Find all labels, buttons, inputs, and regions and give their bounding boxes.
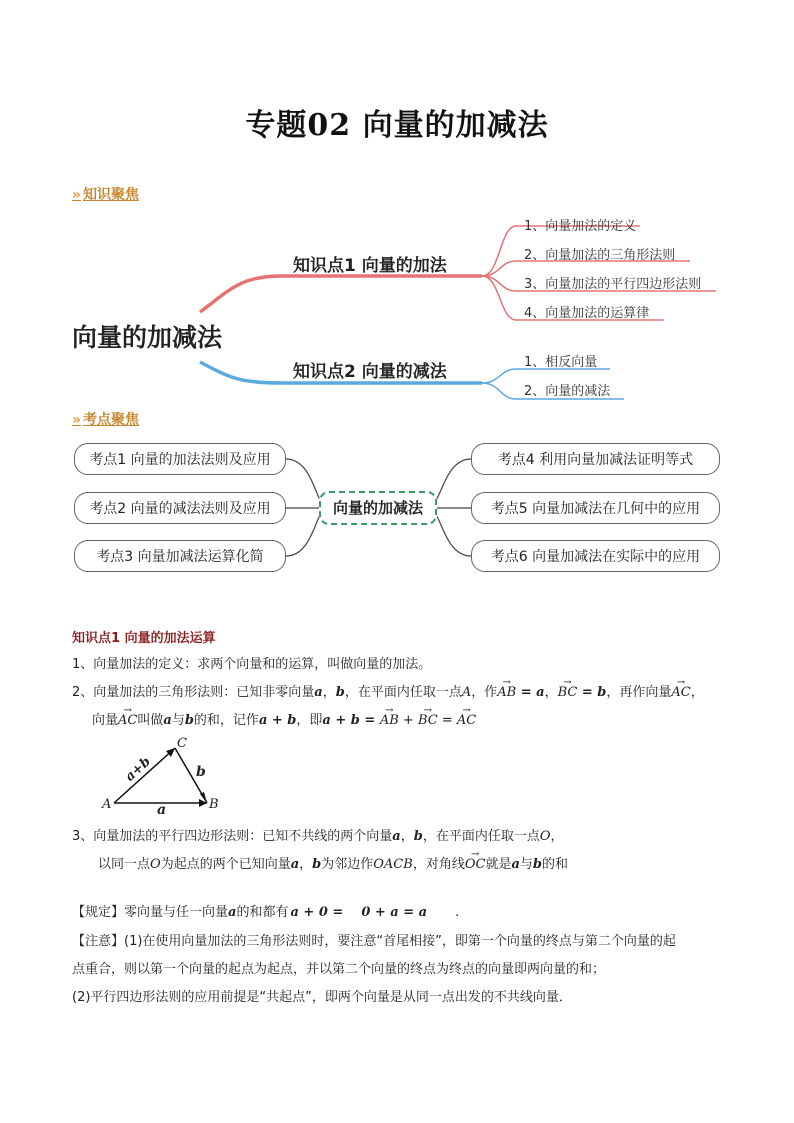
note-paragraph-3: (2)平行四边形法则的应用前提是“共起点”，即两个向量是从同一点出发的不共线向量．	[72, 990, 572, 1005]
paragraph-3b: 以同一点O为起点的两个已知向量a，b为邻边作OACB，对角线→ OC就是a与b的和	[98, 856, 568, 874]
kaodian-box-6: 考点6 向量加减法在实际中的应用	[471, 540, 720, 572]
mindmap-root: 向量的加减法	[72, 323, 223, 352]
knowledge-point-heading: 知识点1 向量的加法运算	[72, 631, 216, 646]
section-heading-exam	[72, 409, 139, 429]
page-title: 专题02 向量的加减法	[245, 108, 549, 143]
kaodian-box-4: 考点4 利用向量加减法证明等式	[471, 443, 720, 475]
section-heading-label: 考点聚焦	[83, 412, 140, 428]
kaodian-box-3: 考点3 向量加减法运算化简	[74, 540, 286, 572]
double-chevron-icon: »	[72, 412, 82, 428]
mindmap-leaf: 1、向量加法的定义	[524, 219, 637, 234]
mindmap-leaf: 2、向量加法的三角形法则	[524, 248, 676, 263]
double-chevron-icon: »	[72, 187, 82, 203]
triangle-label-vector-a: a	[157, 802, 167, 818]
note-paragraph-2: 点重合，则以第一个向量的起点为起点，并以第二个向量的终点为终点的向量即两向量的和；	[72, 962, 606, 977]
paragraph-2: 2、向量加法的三角形法则：已知非零向量a，b，在平面内任取一点A，作→ AB = a，→ BC = b，再作向量→ AC，	[72, 684, 704, 702]
paragraph-1: 1、向量加法的定义：求两个向量和的运算，叫做向量的加法。	[72, 657, 432, 672]
rule-paragraph: 【规定】零向量与任一向量a的和都有 a + 0 = 0 + a = a .	[72, 905, 460, 920]
kaodian-box-5: 考点5 向量加减法在几何中的应用	[471, 492, 720, 524]
kaodian-box-1: 考点1 向量的加法法则及应用	[74, 443, 286, 475]
mindmap-leaf: 4、向量加法的运算律	[524, 306, 650, 321]
triangle-label-vector-b: b	[196, 764, 206, 780]
kaodian-center: 向量的加减法	[319, 491, 437, 525]
triangle-label-b-point: B	[209, 797, 219, 812]
kaodian-box-2: 考点2 向量的减法法则及应用	[74, 492, 286, 524]
note-paragraph-1: 【注意】(1)在使用向量加法的三角形法则时，要注意“首尾相接”，即第一个向量的终点与第二个向量的起	[72, 934, 676, 949]
kaodian-line-4	[434, 459, 471, 503]
mindmap-leaf: 1、相反向量	[524, 355, 598, 370]
mindmap-branch-2: 知识点2 向量的减法	[293, 362, 447, 382]
kaodian-line-1	[286, 459, 322, 503]
mindmap-branch-1: 知识点1 向量的加法	[293, 256, 447, 276]
kaodian-line-6	[434, 512, 471, 556]
section-heading-label: 知识聚焦	[83, 187, 140, 203]
mindmap-leaf: 2、向量的减法	[524, 384, 611, 399]
paragraph-3: 3、向量加法的平行四边形法则：已知不共线的两个向量a，b，在平面内任取一点O，	[72, 829, 564, 844]
triangle-label-vector-sum: a+b	[122, 754, 154, 785]
kaodian-line-3	[286, 512, 322, 556]
triangle-label-c-point: C	[177, 736, 187, 751]
mindmap-leaf: 3、向量加法的平行四边形法则	[524, 277, 702, 292]
paragraph-2b: 向量→ AC叫做a与b的和，记作a + b，即a + b = → AB + → BC = → AC	[92, 712, 476, 730]
mindmap-branch-line-1	[200, 276, 482, 312]
triangle-label-a-point: A	[102, 797, 112, 812]
